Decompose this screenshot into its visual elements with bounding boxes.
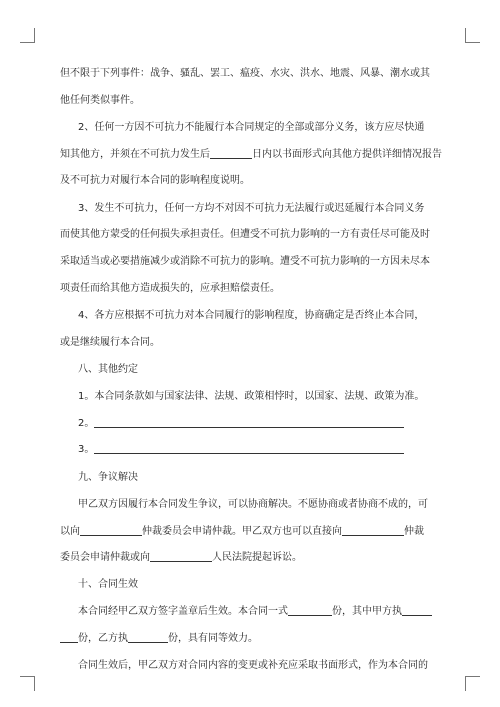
text-segment: 委员会申请仲裁或向 [60, 552, 150, 563]
dispute-line [60, 551, 302, 565]
text-segment: 份，乙方执 [78, 633, 128, 644]
text-segment: 份，其中甲方执 [332, 606, 402, 617]
fill-in-blank-days[interactable] [210, 148, 252, 159]
fill-in-blank-arbitration-1[interactable] [80, 525, 142, 536]
dispute-line [60, 525, 424, 539]
fill-in-blank-copies[interactable] [288, 605, 332, 616]
fill-in-blank-party-a-copies[interactable] [402, 605, 432, 616]
clause-4-line: 4、各方应根据不可抗力对本合同履行的影响程度，协商确定是否终止本合同， [78, 310, 425, 321]
paragraph-line: 但不限于下列事件：战争、骚乱、罢工、瘟疫、水灾、洪水、地震、风暴、潮水或其 [60, 68, 430, 79]
text-segment: 仲裁委员会申请仲裁。甲乙双方也可以直接向 [142, 526, 342, 537]
effect-line: 合同生效后，甲乙双方对合同内容的变更或补充应采取书面形式，作为本合同的 [78, 660, 428, 671]
other-terms-item-2 [78, 417, 404, 431]
section-heading: 十、合同生效 [78, 579, 138, 590]
section-heading: 八、其他约定 [78, 364, 138, 375]
clause-2-line [60, 148, 442, 162]
text-segment: 仲裁 [404, 526, 424, 537]
clause-2-line: 2、任何一方因不可抗力不能履行本合同规定的全部或部分义务，该方应尽快通 [78, 122, 425, 133]
text-segment: 本合同经甲乙双方签字盖章后生效。本合同一式 [78, 606, 288, 617]
item-number: 2。 [78, 418, 95, 429]
crop-mark-top-right [465, 28, 480, 43]
paragraph-line: 他任何类似事件。 [60, 95, 140, 106]
clause-3-line: 采取适当或必要措施减少或消除不可抗力的影响。遭受不可抗力影响的一方因未尽本 [60, 256, 430, 267]
fill-in-blank-party-a-copies-cont[interactable] [60, 632, 78, 643]
fill-in-blank-term-3[interactable] [94, 443, 404, 454]
fill-in-blank-arbitration-2[interactable] [342, 525, 404, 536]
item-number: 3。 [78, 444, 95, 455]
text-segment: 份，具有同等效力。 [168, 633, 258, 644]
clause-3-line: 而使其他方蒙受的任何损失承担责任。但遭受不可抗力影响的一方有责任尽可能及时 [60, 229, 430, 240]
crop-mark-top-left [20, 28, 35, 43]
clause-2-line: 及不可抗力对履行本合同的影响程度说明。 [60, 175, 250, 186]
fill-in-blank-term-2[interactable] [94, 417, 404, 428]
clause-3-line: 3、发生不可抗力，任何一方均不对因不可抗力无法履行或迟延履行本合同义务 [78, 203, 425, 214]
section-heading: 九、争议解决 [78, 472, 138, 483]
effect-line [78, 605, 432, 619]
crop-mark-bottom-left [20, 676, 35, 691]
text-segment: 知其他方，并须在不可抗力发生后 [60, 149, 210, 160]
text-segment: 以向 [60, 526, 80, 537]
crop-mark-bottom-right [465, 676, 480, 691]
text-segment: 日内以书面形式向其他方提供详细情况报告 [252, 149, 442, 160]
effect-line [60, 632, 258, 646]
fill-in-blank-court[interactable] [150, 551, 212, 562]
clause-3-line: 项责任而给其他方造成损失的，应承担赔偿责任。 [60, 283, 280, 294]
text-segment: 人民法院提起诉讼。 [212, 552, 302, 563]
clause-4-line: 或是继续履行本合同。 [60, 337, 160, 348]
dispute-line: 甲乙双方因履行本合同发生争议，可以协商解决。不愿协商或者协商不成的，可 [78, 499, 428, 510]
other-terms-item-3 [78, 443, 404, 457]
other-terms-item-1: 1。本合同条款如与国家法律、法规、政策相悖时，以国家、法规、政策为准。 [78, 391, 425, 402]
fill-in-blank-party-b-copies[interactable] [128, 632, 168, 643]
